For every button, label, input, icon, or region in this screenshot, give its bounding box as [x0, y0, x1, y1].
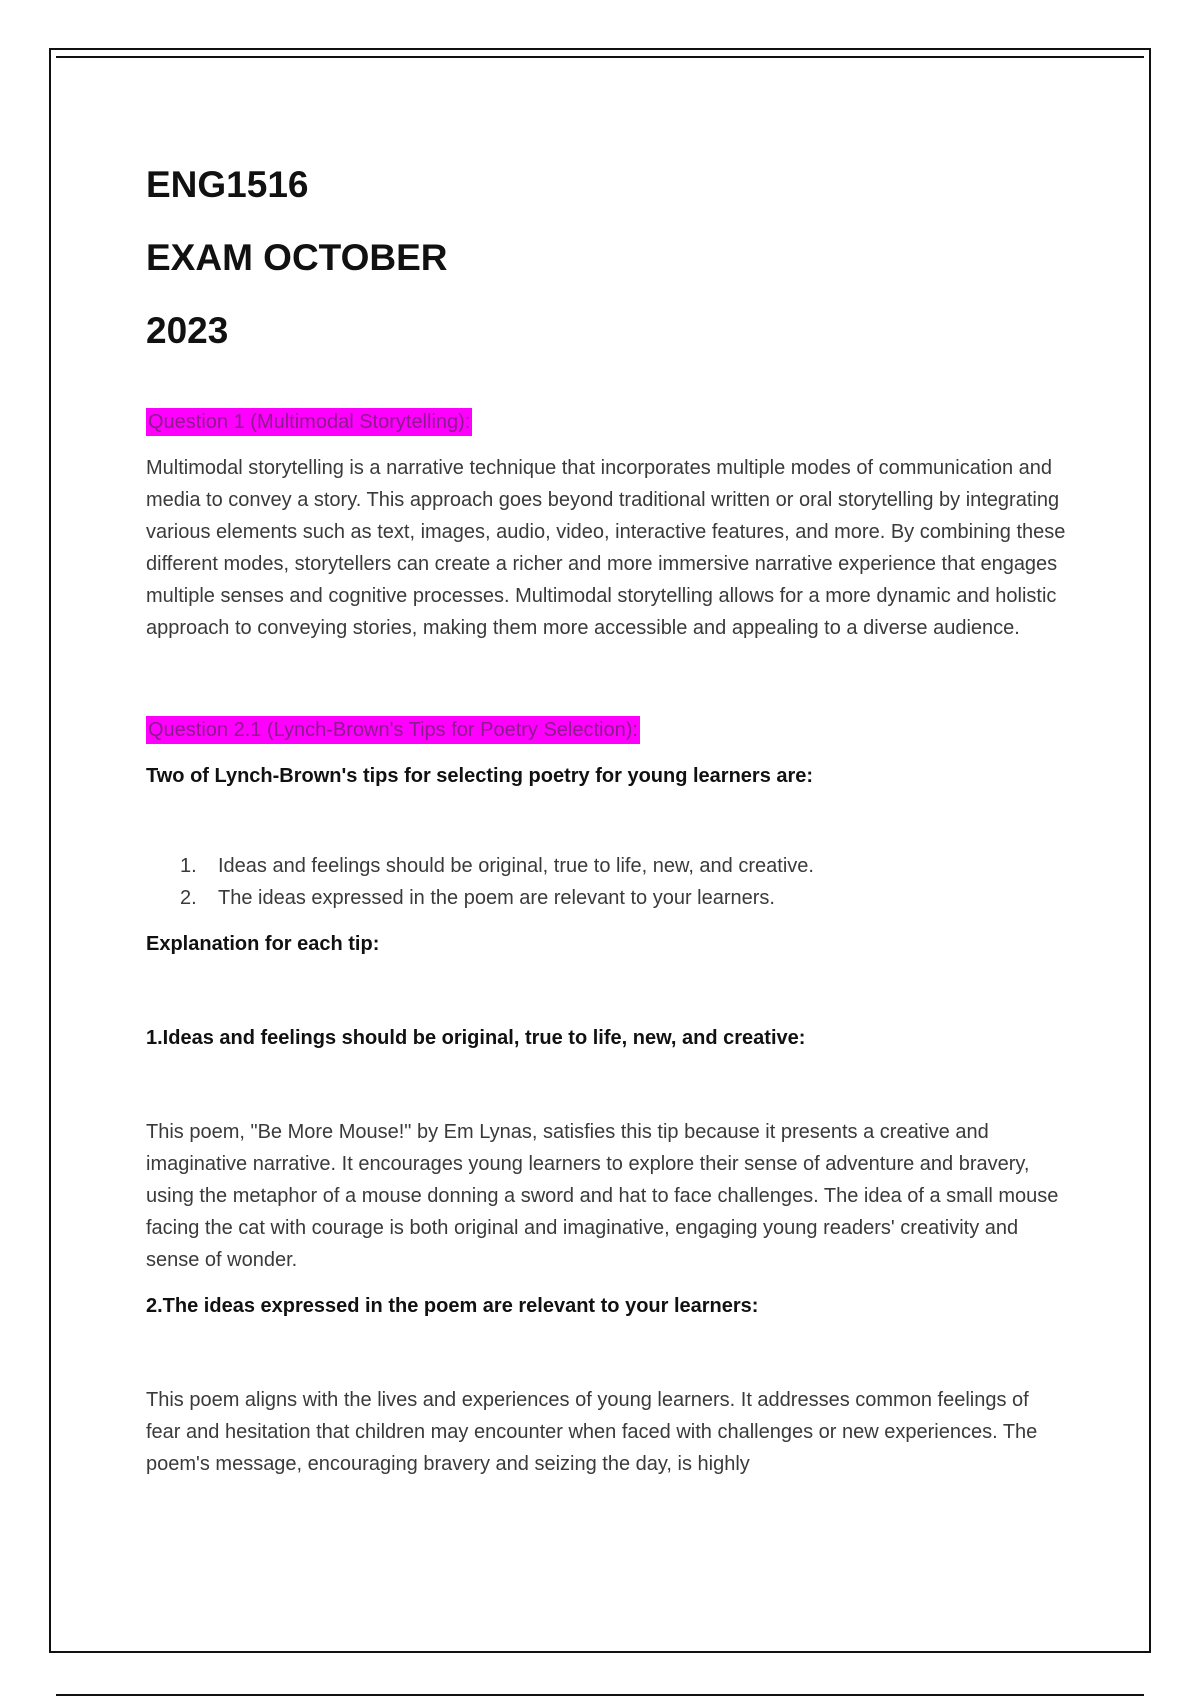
list-item — [180, 850, 1066, 882]
tip2-paragraph: This poem aligns with the lives and experiences of young learners. It addresses common feelings of fear and hesitation that children may encounter when faced with challenges or new experiences. The poem's message, encouraging bravery and seizing the day, is highly — [146, 1389, 1038, 1475]
exam-year-title: 2023 — [146, 310, 229, 351]
question2-heading: Question 2.1 (Lynch-Brown's Tips for Poetry Selection): — [146, 716, 640, 744]
tip1-heading: 1.Ideas and feelings should be original, true to life, new, and creative: — [146, 1027, 806, 1049]
explanation-heading: Explanation for each tip: — [146, 933, 380, 955]
question1-paragraph: Multimodal storytelling is a narrative technique that incorporates multiple modes of communication and media to convey a story. This approach goes beyond traditional written or oral storytelling by integrating various elements such as text, images, audio, video, interactive features, and more. By combining these different modes, storytellers can create a richer and more immersive narrative experience that engages multiple senses and cognitive processes. Multimodal storytelling allows for a more dynamic and holistic approach to conveying stories, making them more accessible and appealing to a diverse audience. — [146, 457, 1066, 639]
tip1-paragraph: This poem, "Be More Mouse!" by Em Lynas, satisfies this tip because it presents a creative and imaginative narrative. It encourages young learners to explore their sense of adventure and bravery, using the metaphor of a mouse donning a sword and hat to face challenges. The idea of a small mouse facing the cat with courage is both original and imaginative, engaging young readers' creativity and sense of wonder. — [146, 1121, 1059, 1271]
exam-title: EXAM OCTOBER — [146, 237, 448, 278]
list-item-number: 2. — [180, 887, 197, 909]
list-item-text: The ideas expressed in the poem are relevant to your learners. — [218, 887, 775, 909]
question2-section — [146, 716, 1066, 744]
list-item-text: Ideas and feelings should be original, true to life, new, and creative. — [218, 855, 814, 877]
bottom-rule — [56, 1694, 1144, 1696]
document-body — [146, 148, 1066, 1480]
top-rule — [56, 56, 1144, 58]
tips-intro: Two of Lynch-Brown's tips for selecting poetry for young learners are: — [146, 765, 814, 787]
list-item — [180, 882, 1066, 914]
course-code-title: ENG1516 — [146, 164, 309, 205]
list-item-number: 1. — [180, 855, 197, 877]
tips-list — [146, 850, 1066, 914]
question1-heading: Question 1 (Multimodal Storytelling): — [146, 408, 472, 436]
tip2-heading: 2.The ideas expressed in the poem are relevant to your learners: — [146, 1295, 759, 1317]
question1-section — [146, 408, 1066, 436]
